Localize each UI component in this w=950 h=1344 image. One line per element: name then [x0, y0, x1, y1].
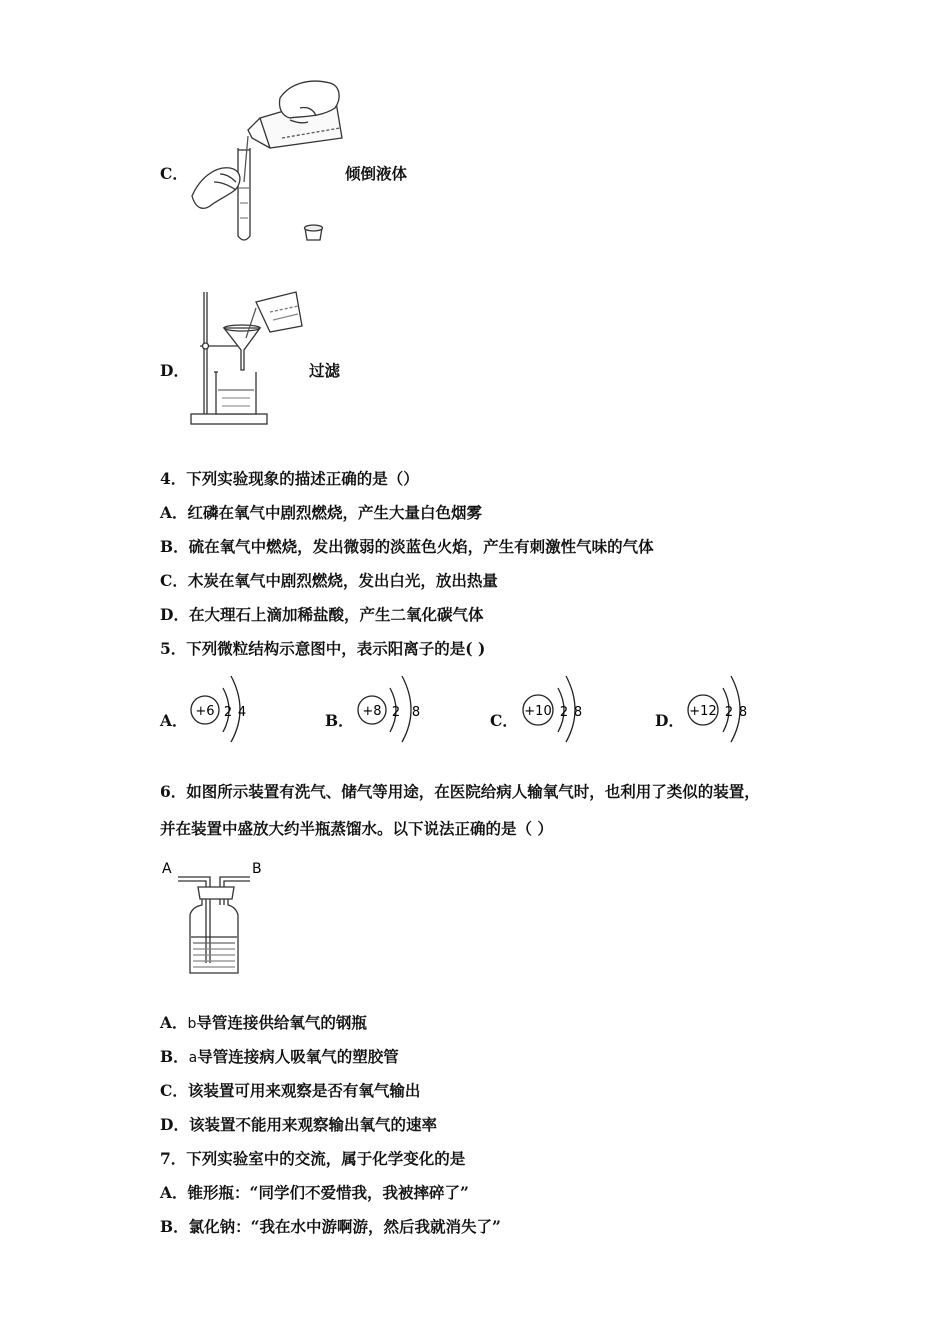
atom-diagram-c [518, 672, 590, 744]
nucleus-charge-c: +10 [524, 704, 552, 719]
shell1-count-a: 2 [223, 705, 233, 720]
q6-option-b: B．a导管连接病人吸氧气的塑胶管 [160, 1047, 399, 1066]
q3-option-c-caption: 倾倒液体 [345, 164, 408, 183]
q3-option-c-label: C． [160, 164, 188, 183]
shell2-count-b: 8 [411, 705, 421, 720]
q5-stem: 5．下列微粒结构示意图中，表示阳离子的是( ) [160, 639, 486, 658]
q5-option-a-label: A． [160, 711, 188, 730]
outlet-label-b: B [252, 861, 262, 877]
q7-option-b: B．氯化钠：“我在水中游啊游，然后我就消失了” [160, 1217, 501, 1236]
nucleus-charge-b: +8 [362, 704, 382, 719]
pouring-liquid-illustration [190, 78, 350, 248]
q4-option-a: A．红磷在氧气中剧烈燃烧，产生大量白色烟雾 [160, 503, 483, 522]
q6-option-a: A．b导管连接供给氧气的钢瓶 [160, 1013, 367, 1032]
q5-option-b-label: B． [325, 711, 354, 730]
tube-letter-a: a [188, 1050, 198, 1066]
shell1-count-c: 2 [559, 705, 569, 720]
shell2-count-a: 4 [237, 705, 247, 720]
q7-option-a: A．锥形瓶：“同学们不爱惜我，我被摔碎了” [160, 1183, 469, 1202]
q7-stem: 7．下列实验室中的交流，属于化学变化的是 [160, 1149, 466, 1168]
tube-letter-b: b [187, 1016, 197, 1032]
shell1-count-b: 2 [391, 705, 401, 720]
q4-stem: 4．下列实验现象的描述正确的是（） [160, 469, 419, 488]
q4-option-d: D．在大理石上滴加稀盐酸，产生二氧化碳气体 [160, 605, 484, 624]
shell2-count-d: 8 [738, 705, 748, 720]
q6-option-d: D．该装置不能用来观察输出氧气的速率 [160, 1115, 437, 1134]
q5-option-d-label: D． [655, 711, 684, 730]
q6-stem-line1: 6．如图所示装置有洗气、储气等用途，在医院给病人输氧气时，也利用了类似的装置， [160, 782, 760, 801]
q4-option-c: C．木炭在氧气中剧烈燃烧，发出白光，放出热量 [160, 571, 498, 590]
q5-option-c-label: C． [490, 711, 518, 730]
nucleus-charge-d: +12 [689, 704, 717, 719]
q3-option-d-label: D． [160, 361, 189, 380]
inlet-label-a: A [162, 861, 172, 877]
q4-option-b: B．硫在氧气中燃烧，发出微弱的淡蓝色火焰，产生有刺激性气味的气体 [160, 537, 654, 556]
gas-washing-bottle-figure [158, 855, 273, 980]
filtration-illustration [188, 282, 313, 430]
atom-diagram-b [352, 672, 424, 744]
shell1-count-d: 2 [724, 705, 734, 720]
shell2-count-c: 8 [573, 705, 583, 720]
q3-option-d-caption: 过滤 [309, 361, 341, 380]
q6-stem-line2: 并在装置中盛放大约半瓶蒸馏水。以下说法正确的是（ ） [160, 819, 553, 838]
atom-diagram-d [683, 672, 755, 744]
nucleus-charge-a: +6 [195, 704, 215, 719]
q6-option-c: C．该装置可用来观察是否有氧气输出 [160, 1081, 421, 1100]
atom-diagram-a [185, 672, 255, 744]
